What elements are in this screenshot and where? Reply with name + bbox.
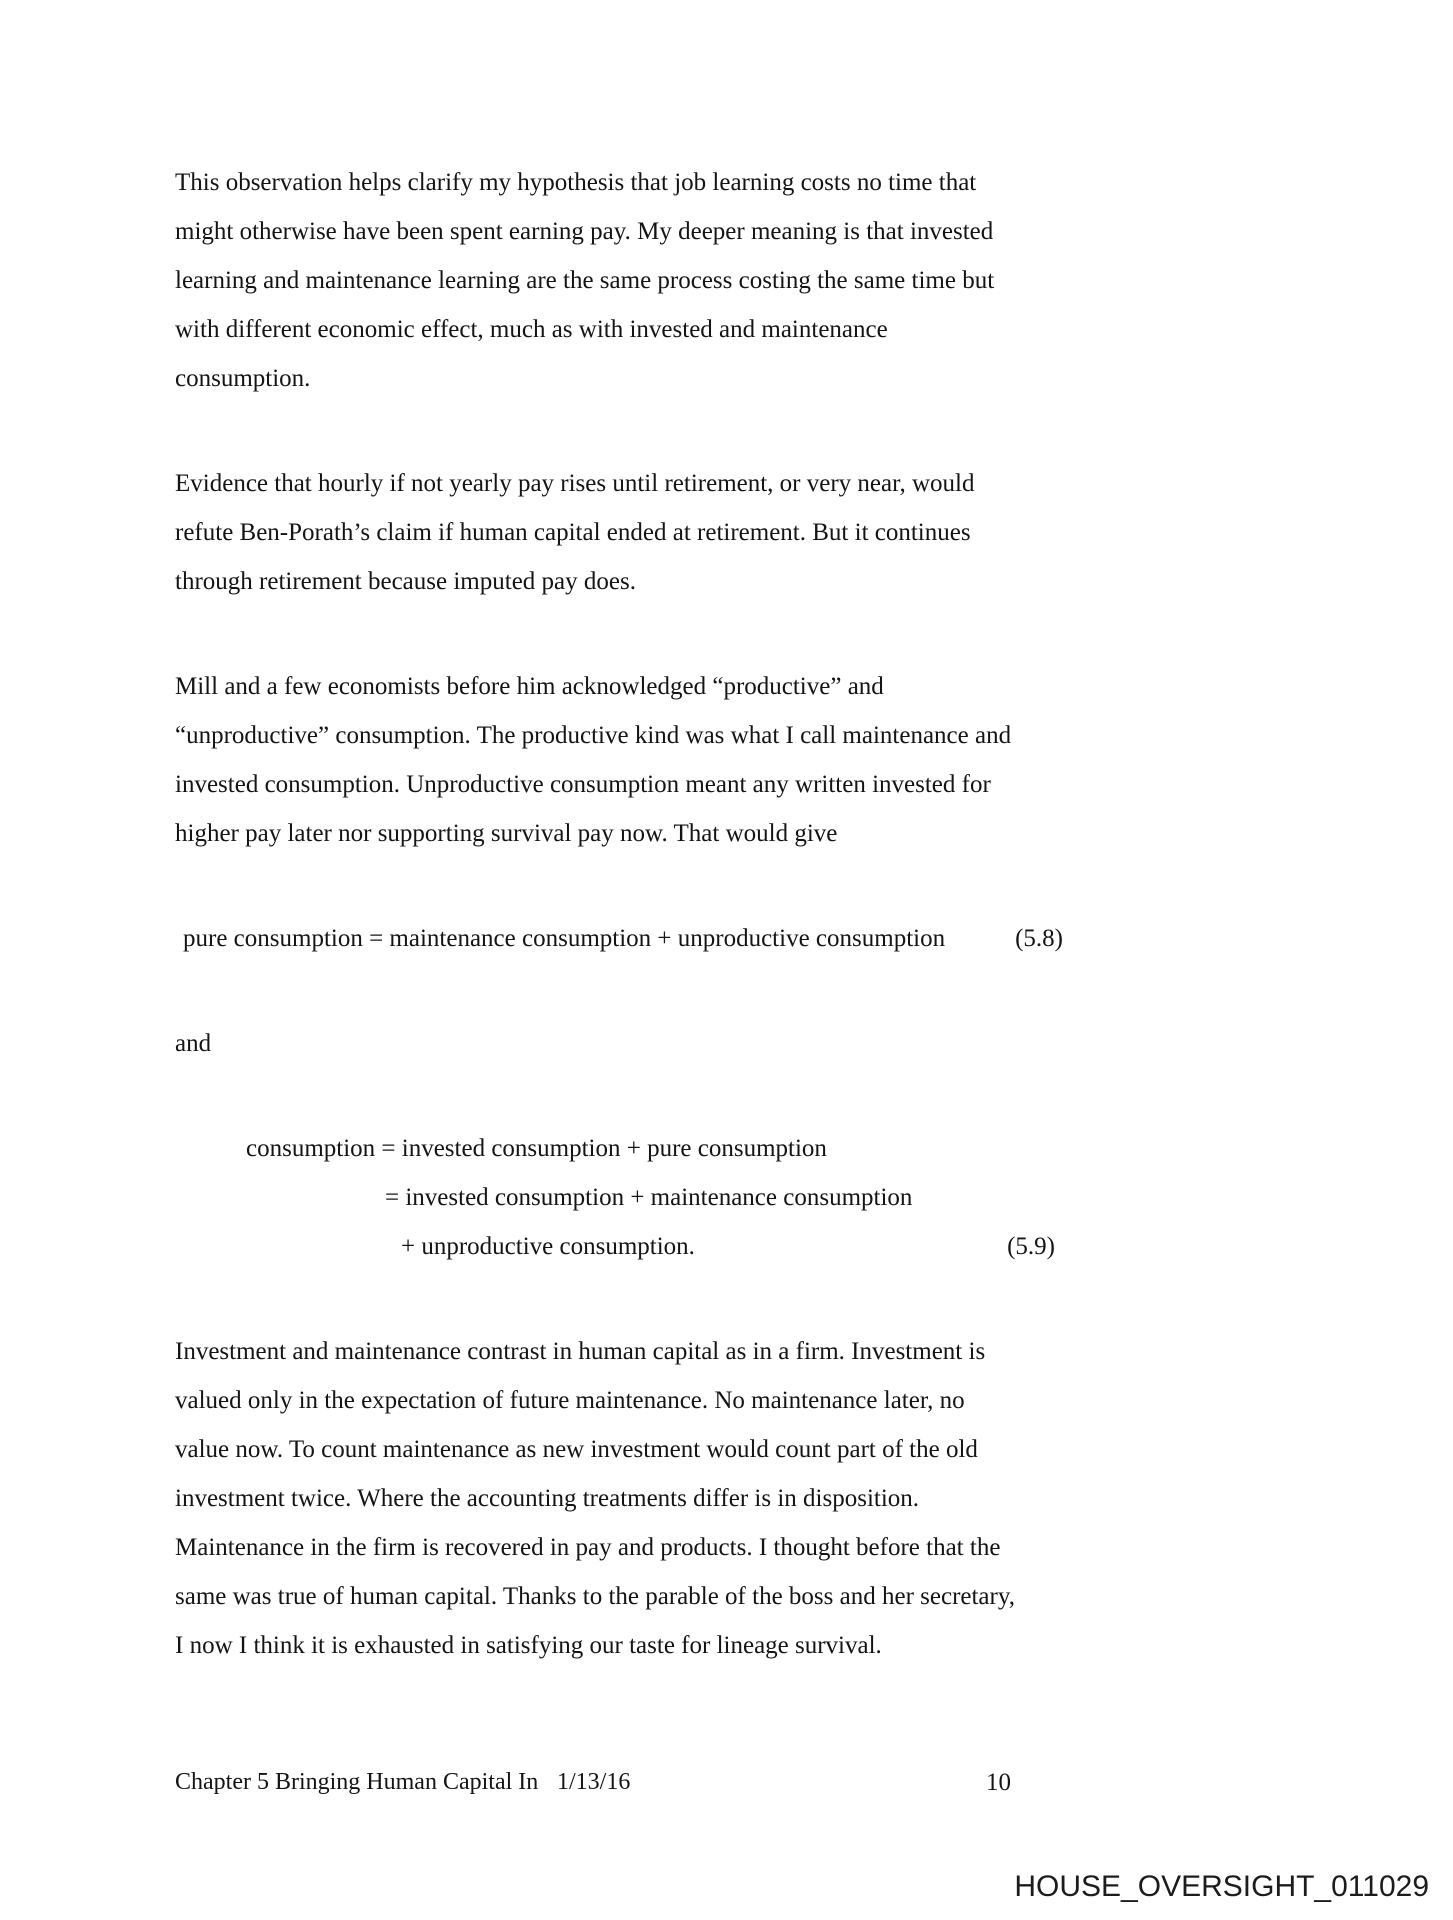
body-text-line: same was true of human capital. Thanks to the parable of the boss and her secretary, [175,1583,1015,1610]
equation-line: consumption = invested consumption + pure consumption [246,1135,827,1162]
equation-number: (5.9) [1007,1233,1055,1260]
body-text-line: Evidence that hourly if not yearly pay rises until retirement, or very near, would [175,470,975,497]
body-text-line: refute Ben-Porath’s claim if human capital ended at retirement. But it continues [175,519,971,546]
connector-word [175,1019,1275,1068]
equation-line: + unproductive consumption. [401,1233,695,1260]
body-text-line: This observation helps clarify my hypothesis that job learning costs no time that [175,169,977,196]
body-text-line: valued only in the expectation of future maintenance. No maintenance later, no [175,1387,965,1414]
body-text-line: with different economic effect, much as with invested and maintenance [175,316,888,343]
body-text-line: consumption. [175,365,311,392]
paragraph-1 [175,158,1275,403]
body-text-line: and [175,1030,212,1057]
body-text-line: Mill and a few economists before him acknowledged “productive” and [175,673,884,700]
body-text-line: investment twice. Where the accounting treatments differ is in disposition. [175,1485,920,1512]
footer-date: 1/13/16 [557,1769,631,1795]
footer-page-number: 10 [986,1769,1011,1796]
paragraph-4 [175,1327,1275,1670]
equation-5-8 [175,914,1063,963]
footer-chapter-title: Chapter 5 Bringing Human Capital In [175,1769,539,1795]
body-text-line: invested consumption. Unproductive consumption meant any written invested for [175,771,991,798]
page-body [175,158,1275,1726]
page-footer [175,1758,1035,1807]
equation-5-9 [175,1124,1055,1271]
equation-line: = invested consumption + maintenance consumption [385,1184,913,1211]
body-text-line: might otherwise have been spent earning pay. My deeper meaning is that invested [175,218,994,245]
paragraph-3 [175,662,1275,858]
equation-line-with-number [175,1222,1055,1271]
body-text-line: “unproductive” consumption. The productive kind was what I call maintenance and [175,722,1012,749]
body-text-line: through retirement because imputed pay does. [175,568,636,595]
bates-stamp: HOUSE_OVERSIGHT_011029 [1014,1870,1429,1903]
body-text-line: Investment and maintenance contrast in human capital as in a firm. Investment is [175,1338,986,1365]
body-text-line: Maintenance in the firm is recovered in pay and products. I thought before that the [175,1534,1001,1561]
paragraph-2 [175,459,1275,606]
body-text-line: higher pay later nor supporting survival pay now. That would give [175,820,838,847]
equation-body: pure consumption = maintenance consumption + unproductive consumption [183,925,946,952]
body-text-line: learning and maintenance learning are the same process costing the same time but [175,267,995,294]
body-text-line: I now I think it is exhausted in satisfying our taste for lineage survival. [175,1632,882,1659]
equation-number: (5.8) [1015,925,1063,952]
body-text-line: value now. To count maintenance as new investment would count part of the old [175,1436,978,1463]
